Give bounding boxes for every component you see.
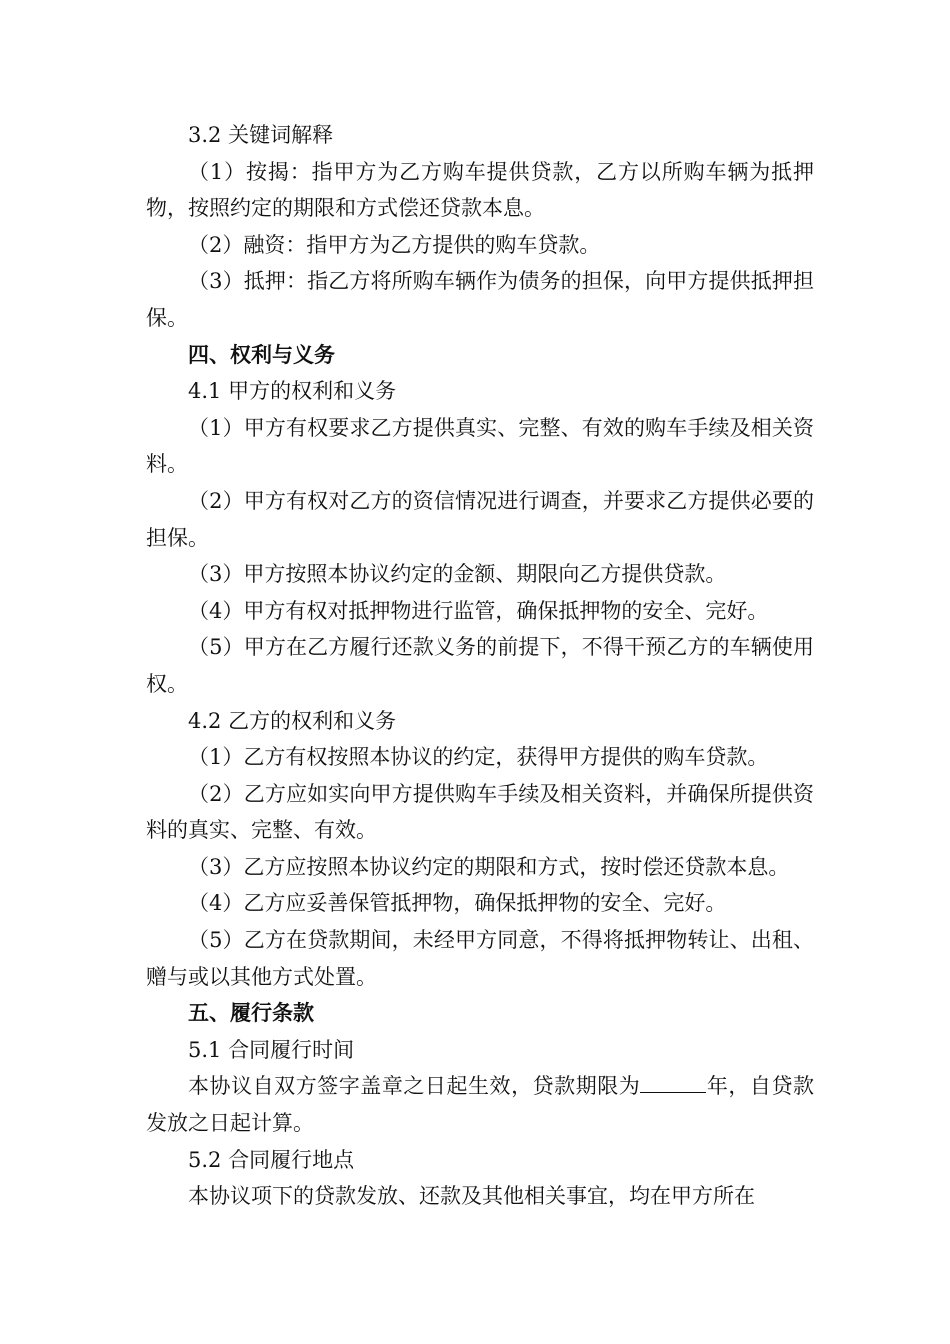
clause-5-1-term	[146, 1068, 814, 1141]
clause-3-2-1-mortgage: （1）按揭：指甲方为乙方购车提供贷款，乙方以所购车辆为抵押物，按照约定的期限和方式偿还贷款本息。	[146, 159, 814, 221]
loan-term-blank	[640, 1074, 706, 1093]
clause-3-2-2-financing: （2）融资：指甲方为乙方提供的购车贷款。	[188, 232, 601, 257]
clause-4-1-3: （3）甲方按照本协议约定的金额、期限向乙方提供贷款。	[188, 562, 727, 587]
clause-4-2-5: （5）乙方在贷款期间，未经甲方同意，不得将抵押物转让、出租、赠与或以其他方式处置。	[146, 928, 814, 989]
clause-4-1-5: （5）甲方在乙方履行还款义务的前提下，不得干预乙方的车辆使用权。	[146, 635, 814, 696]
document-body	[146, 117, 814, 1215]
section-5-heading: 五、履行条款	[188, 1001, 314, 1026]
clause-4-1-4: （4）甲方有权对抵押物进行监管，确保抵押物的安全、完好。	[188, 598, 769, 623]
section-5-1-title: 5.1 合同履行时间	[188, 1037, 355, 1062]
clause-4-2-4: （4）乙方应妥善保管抵押物，确保抵押物的安全、完好。	[188, 891, 727, 916]
clause-5-2-location: 本协议项下的贷款发放、还款及其他相关事宜，均在甲方所在	[188, 1184, 755, 1209]
clause-4-1-2: （2）甲方有权对乙方的资信情况进行调查，并要求乙方提供必要的担保。	[146, 488, 814, 550]
section-5-2-title: 5.2 合同履行地点	[188, 1147, 355, 1172]
section-4-1-title: 4.1 甲方的权利和义务	[188, 379, 397, 404]
section-4-heading: 四、权利与义务	[188, 342, 335, 367]
section-4-2-title: 4.2 乙方的权利和义务	[188, 708, 397, 733]
clause-3-2-3-pledge: （3）抵押：指乙方将所购车辆作为债务的担保，向甲方提供抵押担保。	[146, 269, 814, 330]
clause-4-1-1: （1）甲方有权要求乙方提供真实、完整、有效的购车手续及相关资料。	[146, 415, 814, 477]
clause-4-2-2: （2）乙方应如实向甲方提供购车手续及相关资料，并确保所提供资料的真实、完整、有效。	[146, 781, 814, 843]
clause-4-2-1: （1）乙方有权按照本协议的约定，获得甲方提供的购车贷款。	[188, 745, 769, 770]
term-clause-before: 本协议自双方签字盖章之日起生效，贷款期限为	[188, 1074, 641, 1099]
term-clause-after: 年，自贷款发放之日起计算。	[146, 1074, 815, 1136]
clause-4-2-3: （3）乙方应按照本协议约定的期限和方式，按时偿还贷款本息。	[188, 854, 790, 879]
section-3-2-title: 3.2 关键词解释	[188, 123, 334, 147]
